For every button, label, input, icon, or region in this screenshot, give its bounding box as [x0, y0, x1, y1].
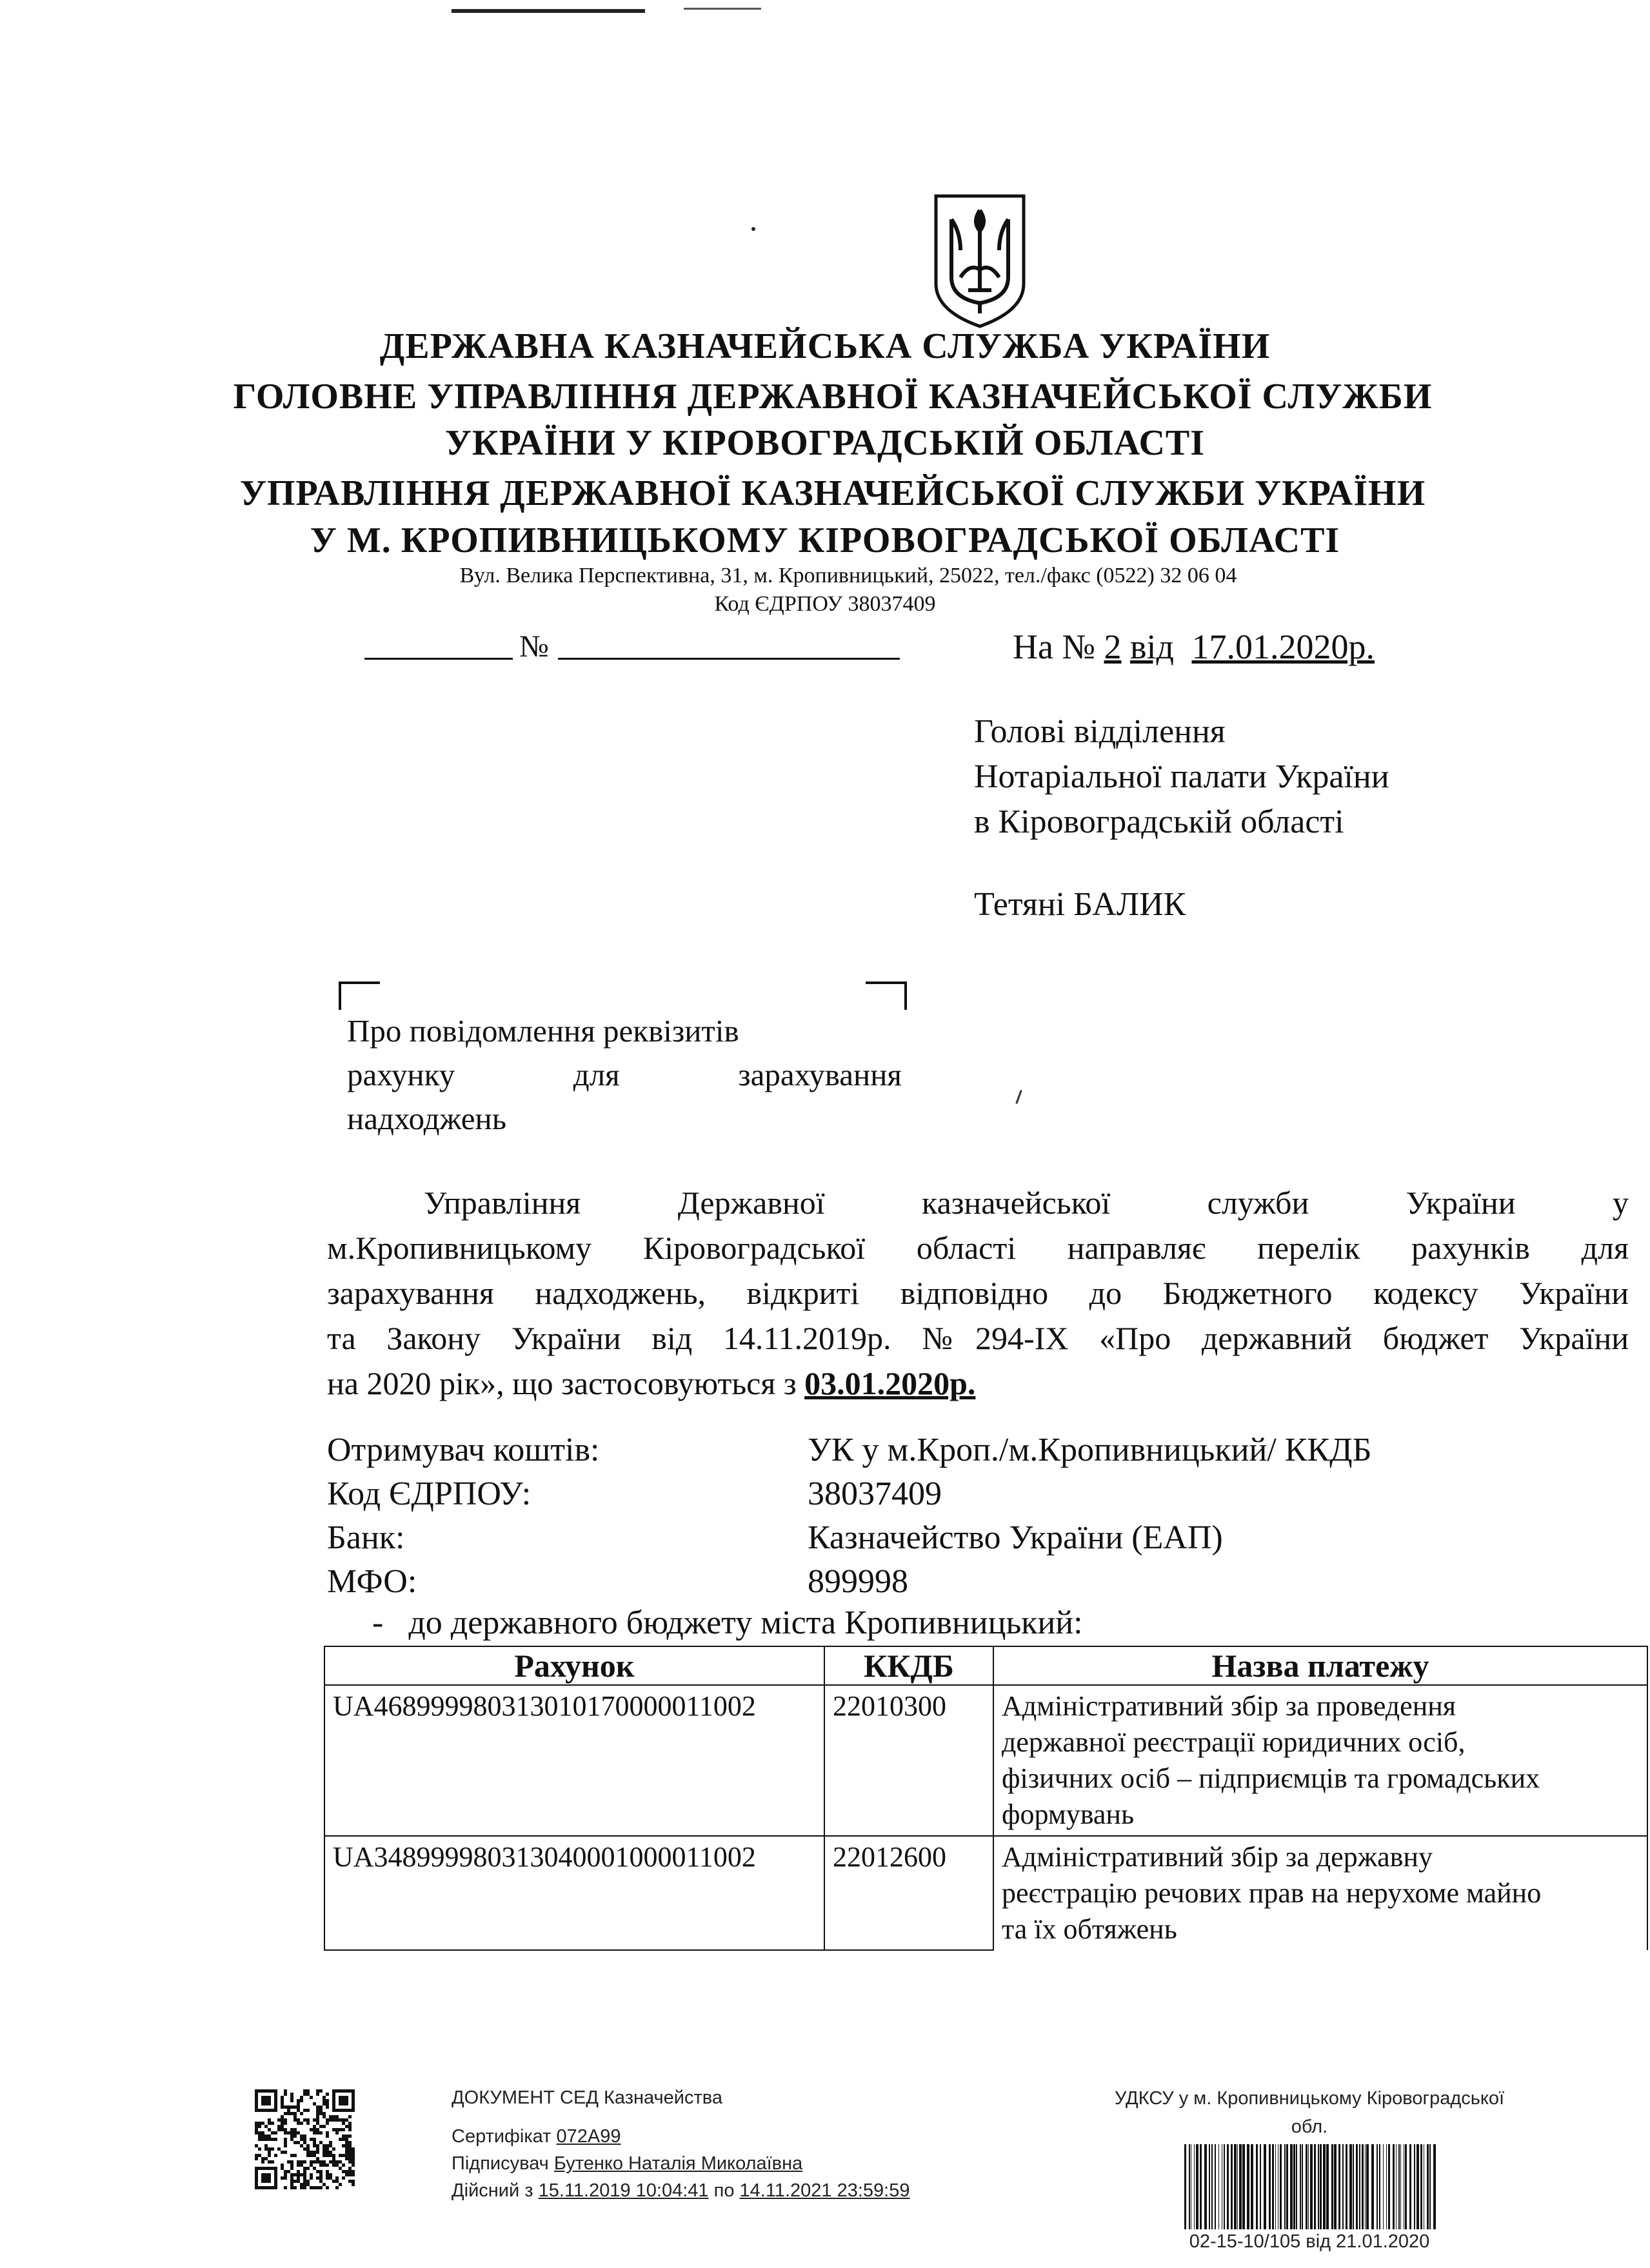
valid-label: Дійсний з [452, 2180, 533, 2201]
effective-date: 03.01.2020р. [804, 1365, 976, 1401]
body-line-4: та Закону України від 14.11.2019р. №294-ІХ «Про державний бюджет України [327, 1320, 1629, 1356]
details-value: УК у м.Кроп./м.Кропивницький/ ККДБ [808, 1432, 1372, 1468]
kkdb-cell: 22010300 [824, 1685, 993, 1836]
payment-name-line: Адміністративний збір за державну [1002, 1841, 1433, 1873]
budget-line: - до державного бюджету міста Кропивницький: [372, 1604, 1083, 1641]
body-line-5-text: на 2020 рік», що застосовуються з [327, 1365, 797, 1401]
signature-doc-title: ДОКУМЕНТ СЕД Казначейства [452, 2087, 722, 2108]
incoming-from-label: від [1130, 627, 1174, 666]
payment-name-line: Адміністративний збір за проведення [1002, 1690, 1456, 1722]
signature-block [452, 2084, 909, 2204]
account-cell: UA348999980313040001000011002 [324, 1836, 824, 1950]
header-line-1: ДЕРЖАВНА КАЗНАЧЕЙСЬКА СЛУЖБА УКРАЇНИ [379, 326, 1271, 366]
details-value: 899998 [808, 1563, 908, 1600]
col-header-kkdb: ККДБ [824, 1646, 993, 1685]
details-row [327, 1472, 1371, 1516]
kkdb-cell: 22012600 [824, 1836, 993, 1950]
outgoing-date-blank [364, 658, 513, 660]
registration-org-line-2: обл. [1291, 2116, 1328, 2137]
header-line-5: У М. КРОПИВНИЦЬКОМУ КІРОВОГРАДСЬКОЇ ОБЛАСТІ [310, 520, 1340, 560]
details-row [327, 1516, 1371, 1560]
subject-line-3: надходжень [347, 1101, 507, 1136]
addressee-line-1: Голові відділення [974, 713, 1226, 750]
details-value: 38037409 [808, 1475, 942, 1512]
account-cell: UA468999980313010170000011002 [324, 1685, 824, 1836]
subject-bracket-left [339, 981, 380, 1010]
valid-to: 14.11.2021 23:59:59 [739, 2180, 910, 2201]
subject-line-2 [347, 1053, 902, 1097]
header-address: Вул. Велика Перспективна, 31, м. Кропивницький, 25022, тел./факс (0522) 32 06 04 [459, 564, 1237, 587]
details-block [327, 1428, 1371, 1604]
col-header-payment-name: Назва платежу [993, 1646, 1647, 1685]
details-row [327, 1428, 1371, 1472]
number-sign: № [519, 629, 549, 664]
payment-name-line: фізичних осіб – підприємців та громадських [1002, 1762, 1540, 1794]
signer-value: Бутенко Наталія Миколаївна [553, 2153, 803, 2174]
valid-to-label: по [713, 2180, 735, 2201]
signature-valid-line [452, 2177, 909, 2204]
details-label: Банк: [327, 1519, 405, 1556]
valid-from: 15.11.2019 10:04:41 [538, 2180, 709, 2201]
header-edrpou: Код ЄДРПОУ 38037409 [714, 592, 936, 616]
incoming-reference [1013, 627, 1375, 667]
payment-name-cell [993, 1685, 1647, 1836]
payment-name-line: державної реєстрації юридичних осіб, [1002, 1726, 1466, 1758]
payment-name-line: формувань [1002, 1799, 1135, 1830]
table-row [324, 1836, 1647, 1950]
cert-label: Сертифікат [452, 2126, 552, 2147]
details-value: Казначейство України (ЕАП) [808, 1519, 1223, 1556]
details-row [327, 1560, 1371, 1604]
registration-org-line-1: УДКСУ у м. Кропивницькому Кіровоградської [1114, 2088, 1505, 2109]
scan-artifact [1015, 1090, 1022, 1104]
incoming-no-label: На № [1013, 627, 1095, 666]
coat-of-arms-trident-icon [932, 193, 1028, 329]
scan-artifact [684, 8, 761, 10]
table-header-row [324, 1646, 1647, 1685]
outgoing-number-blank [558, 658, 900, 660]
body-line-2: м.Кропивницькому Кіровоградської області направляє перелік рахунків для [327, 1230, 1629, 1266]
table-row [324, 1685, 1647, 1836]
payment-name-cell [993, 1836, 1647, 1950]
payment-name-line: та їх обтяжень [1002, 1913, 1177, 1945]
subject-word: рахунку [347, 1057, 455, 1092]
accounts-table [324, 1646, 1648, 1951]
body-line-1: Управління Державної казначейської служби України у [424, 1185, 1629, 1221]
addressee-name: Тетяні БАЛИК [974, 886, 1186, 923]
header-line-3: УКРАЇНИ У КІРОВОГРАДСЬКІЙ ОБЛАСТІ [444, 423, 1206, 463]
signature-cert-line [452, 2123, 909, 2150]
addressee-line-3: в Кіровоградській області [974, 804, 1344, 840]
header-line-4: УПРАВЛІННЯ ДЕРЖАВНОЇ КАЗНАЧЕЙСЬКОЇ СЛУЖБИ УКРАЇНИ [239, 473, 1426, 513]
body-paragraph [327, 1180, 1629, 1406]
subject-bracket-right [866, 981, 907, 1010]
subject-block [347, 1009, 902, 1141]
payment-name-line: реєстрацію речових прав на нерухоме майно [1002, 1877, 1542, 1909]
signer-label: Підписувач [452, 2153, 549, 2174]
qr-code-icon [255, 2089, 355, 2189]
registration-number: 02-15-10/105 від 21.01.2020 [1189, 2231, 1430, 2252]
details-label: Отримувач коштів: [327, 1432, 600, 1468]
signature-signer-line [452, 2150, 909, 2177]
barcode-icon [1182, 2144, 1438, 2229]
details-label: Код ЄДРПОУ: [327, 1475, 532, 1512]
incoming-no-value: 2 [1104, 627, 1122, 666]
details-label: МФО: [327, 1563, 417, 1600]
addressee-block [974, 709, 1389, 927]
scan-artifact [452, 9, 645, 13]
registration-block [1045, 2084, 1574, 2141]
accounts-table-wrap [324, 1646, 1648, 1951]
subject-line-1: Про повідомлення реквізитів [347, 1013, 739, 1049]
scan-artifact [751, 227, 755, 231]
subject-word: зарахування [738, 1057, 902, 1092]
body-line-5 [327, 1361, 1629, 1406]
incoming-date: 17.01.2020р. [1191, 627, 1375, 666]
addressee-line-2: Нотаріальної палати України [974, 758, 1389, 795]
col-header-account: Рахунок [324, 1646, 824, 1685]
body-line-3: зарахування надходжень, відкриті відповідно до Бюджетного кодексу України [327, 1275, 1629, 1311]
subject-word: для [573, 1057, 620, 1092]
cert-value: 072A99 [556, 2126, 621, 2147]
header-line-2: ГОЛОВНЕ УПРАВЛІННЯ ДЕРЖАВНОЇ КАЗНАЧЕЙСЬКОЇ СЛУЖБИ [233, 377, 1433, 417]
